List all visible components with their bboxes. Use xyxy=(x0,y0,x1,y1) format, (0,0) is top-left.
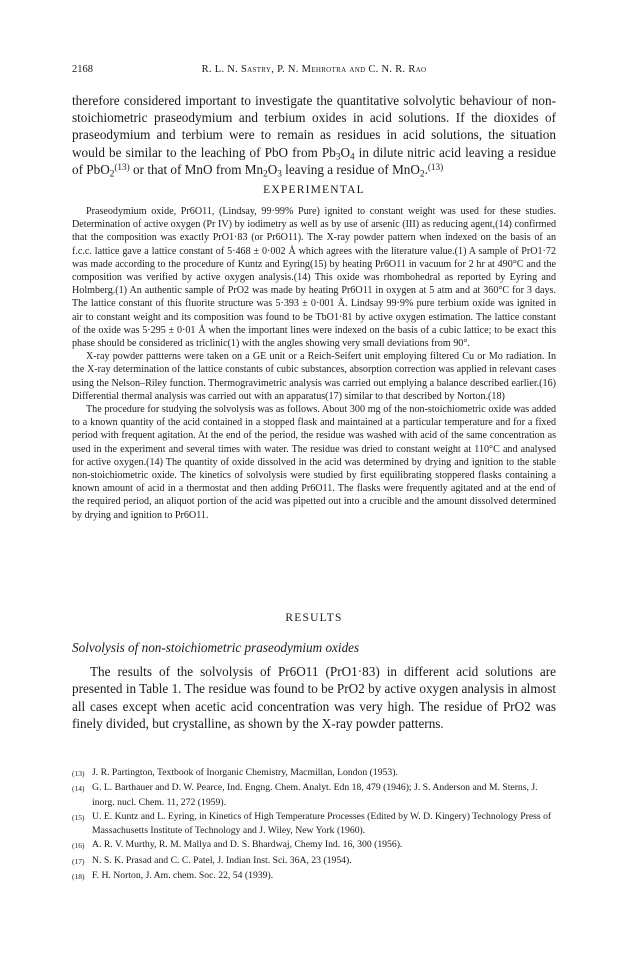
results-heading: RESULTS xyxy=(285,612,343,624)
reference-number: (15) xyxy=(72,812,85,822)
experimental-heading: EXPERIMENTAL xyxy=(263,184,365,196)
reference-number: (13) xyxy=(72,769,85,778)
reference-text: J. R. Partington, Textbook of Inorganic Chemistry, Macmillan, London (1953). xyxy=(92,767,398,778)
reference-item xyxy=(72,854,556,869)
reference-item xyxy=(72,838,556,853)
experimental-paragraph-3: The procedure for studying the solvolysis was as follows. About 300 mg of the non-stoichiometric oxide was added to a known quantity of the acid contained in a stopped flask and maintained at a particular temperature and for a fixed period with frequent agitation. At the end of the period, the residue was washed with acid of the same concentration as used in the experiment and several times with water. The residue was dried to constant weight at 110°C and analysed for active oxygen.(14) The quantity of oxide dissolved in the acid was determined by drying and ignition to the stable non-stoichiometric oxide. The kinetics of solvolysis were studied by first equilibrating stoppered flasks containing a known amount of acid in a thermostat and then adding Pr6O11. The flasks were frequently agitated and at the end of the required period, an aliquot portion of the acid was pipetted out into a crucible and the amount dissolved determined by drying and ignition to Pr6O11. xyxy=(72,404,556,521)
reference-text: N. S. K. Prasad and C. C. Patel, J. Indian Inst. Sci. 36A, 23 (1954). xyxy=(92,854,352,866)
reference-text: F. H. Norton, J. Am. chem. Soc. 22, 54 (1939). xyxy=(92,870,274,882)
reference-item xyxy=(72,869,556,884)
reference-text: A. R. V. Murthy, R. M. Mallya and D. S. Bhardwaj, Chemy Ind. 16, 300 (1956). xyxy=(92,839,403,851)
reference-text: U. E. Kuntz and L. Eyring, in Kinetics of High Temperature Processes (Edited by W. D. Kingery) Technology Press of Massachusetts Institute of Technology and J. Wiley, New York (1960). xyxy=(92,810,552,837)
page-number: 2168 xyxy=(72,64,93,75)
results-section xyxy=(72,663,556,732)
results-subheading: Solvolysis of non-stoichiometric praseodymium oxides xyxy=(72,640,360,655)
reference-number: (18) xyxy=(72,872,85,882)
running-header xyxy=(72,64,556,80)
reference-number: (17) xyxy=(72,856,85,866)
references-list xyxy=(72,766,556,884)
results-paragraph-1: The results of the solvolysis of Pr6O11 (PrO1·83) in different acid solutions are presented in Table 1. The residue was found to be PrO2 by active oxygen analysis in almost all cases except when acetic acid concentration was very high. The residue of PrO2 was finely divided, but crystalline, as shown by the X-ray powder patterns. xyxy=(72,664,556,731)
experimental-paragraph-2: X-ray powder pattterns were taken on a GE unit or a Reich-Seifert unit employing filtered Cu or Mo radiation. In the X-ray determination of the lattice constants of cubic substances, absorption correction was applied in relevant cases using the Nelson–Riley function. Thermogravimetric analysis was carried out emplying a balance described earlier.(16) Differential thermal analysis was carried out with an apparatus(17) similar to that described by Norton.(18) xyxy=(72,351,556,402)
reference-item xyxy=(72,810,556,839)
experimental-paragraph-1: Praseodymium oxide, Pr6O11, (Lindsay, 99·99% Pure) ignited to constant weight was used for these studies. Determination of active oxygen (Pr IV) by iodimetry as well as by use of arsenic (III) as reducing agent,(14) confirmed that the composition was exactly PrO1·83 (or Pr6O11). The X-ray powder pattern when indexed on the basis of an f.c.c. lattice gave a lattice constant of 5·468 ± 0·002 Å which agrees with the literature value.(1) A sample of PrO1·72 was made according to the procedure of Kuntz and Eyring(15) by heating Pr6O11 in vacuum for 2 hr at 490°C and the composition was verified by active oxygen analysis.(14) This oxide was rhombohedral as reported by Eyring and Holmberg.(1) An authentic sample of PrO2 was made by heating Pr6O11 in oxygen at 5 atm and at 360°C for 3 days. The lattice constant of this fluorite structure was 5·393 ± 0·001 Å. Lindsay 99·9% pure terbium oxide was ignited in air to constant weight and its composition was found to be TbO1·81 by active oxygen estimation. The lattice constant of the oxide was 5·295 ± 0·01 Å when the important lines were indexed on the basis of a cubic lattice; to be exact this phase should be considered as triclinic(1) with the angles showing very small deviations from 90°. xyxy=(72,206,556,350)
reference-item xyxy=(72,766,556,781)
reference-item xyxy=(72,781,556,810)
reference-text: G. L. Barthauer and D. W. Pearce, Ind. Engng. Chem. Analyt. Edn 18, 479 (1946); J. S. Anderson and M. Sterns, J. inorg. nucl. Chem. 11, 272 (1959). xyxy=(92,782,538,808)
reference-number: (16) xyxy=(72,841,85,851)
experimental-section xyxy=(72,205,556,522)
reference-number: (14) xyxy=(72,784,85,794)
intro-paragraph: therefore considered important to investigate the quantitative solvolytic behaviour of non-stoichiometric praseodymium and terbium oxides in acid solutions. If the dioxides of praseodymium and terbium were to remain as residues in acid solutions, the situation would be similar to the leaching of PbO from $Pb_3O_4$ in dilute nitric acid leaving a residue of PbO$_2^{(13)}$ or that of MnO from $Mn_2O_3$ leaving a residue of MnO$_2$.$^{(13)}$ xyxy=(72,93,556,179)
running-header-authors: R. L. N. Sastry, P. N. Mehrotra and C. N. R. Rao xyxy=(201,64,427,75)
